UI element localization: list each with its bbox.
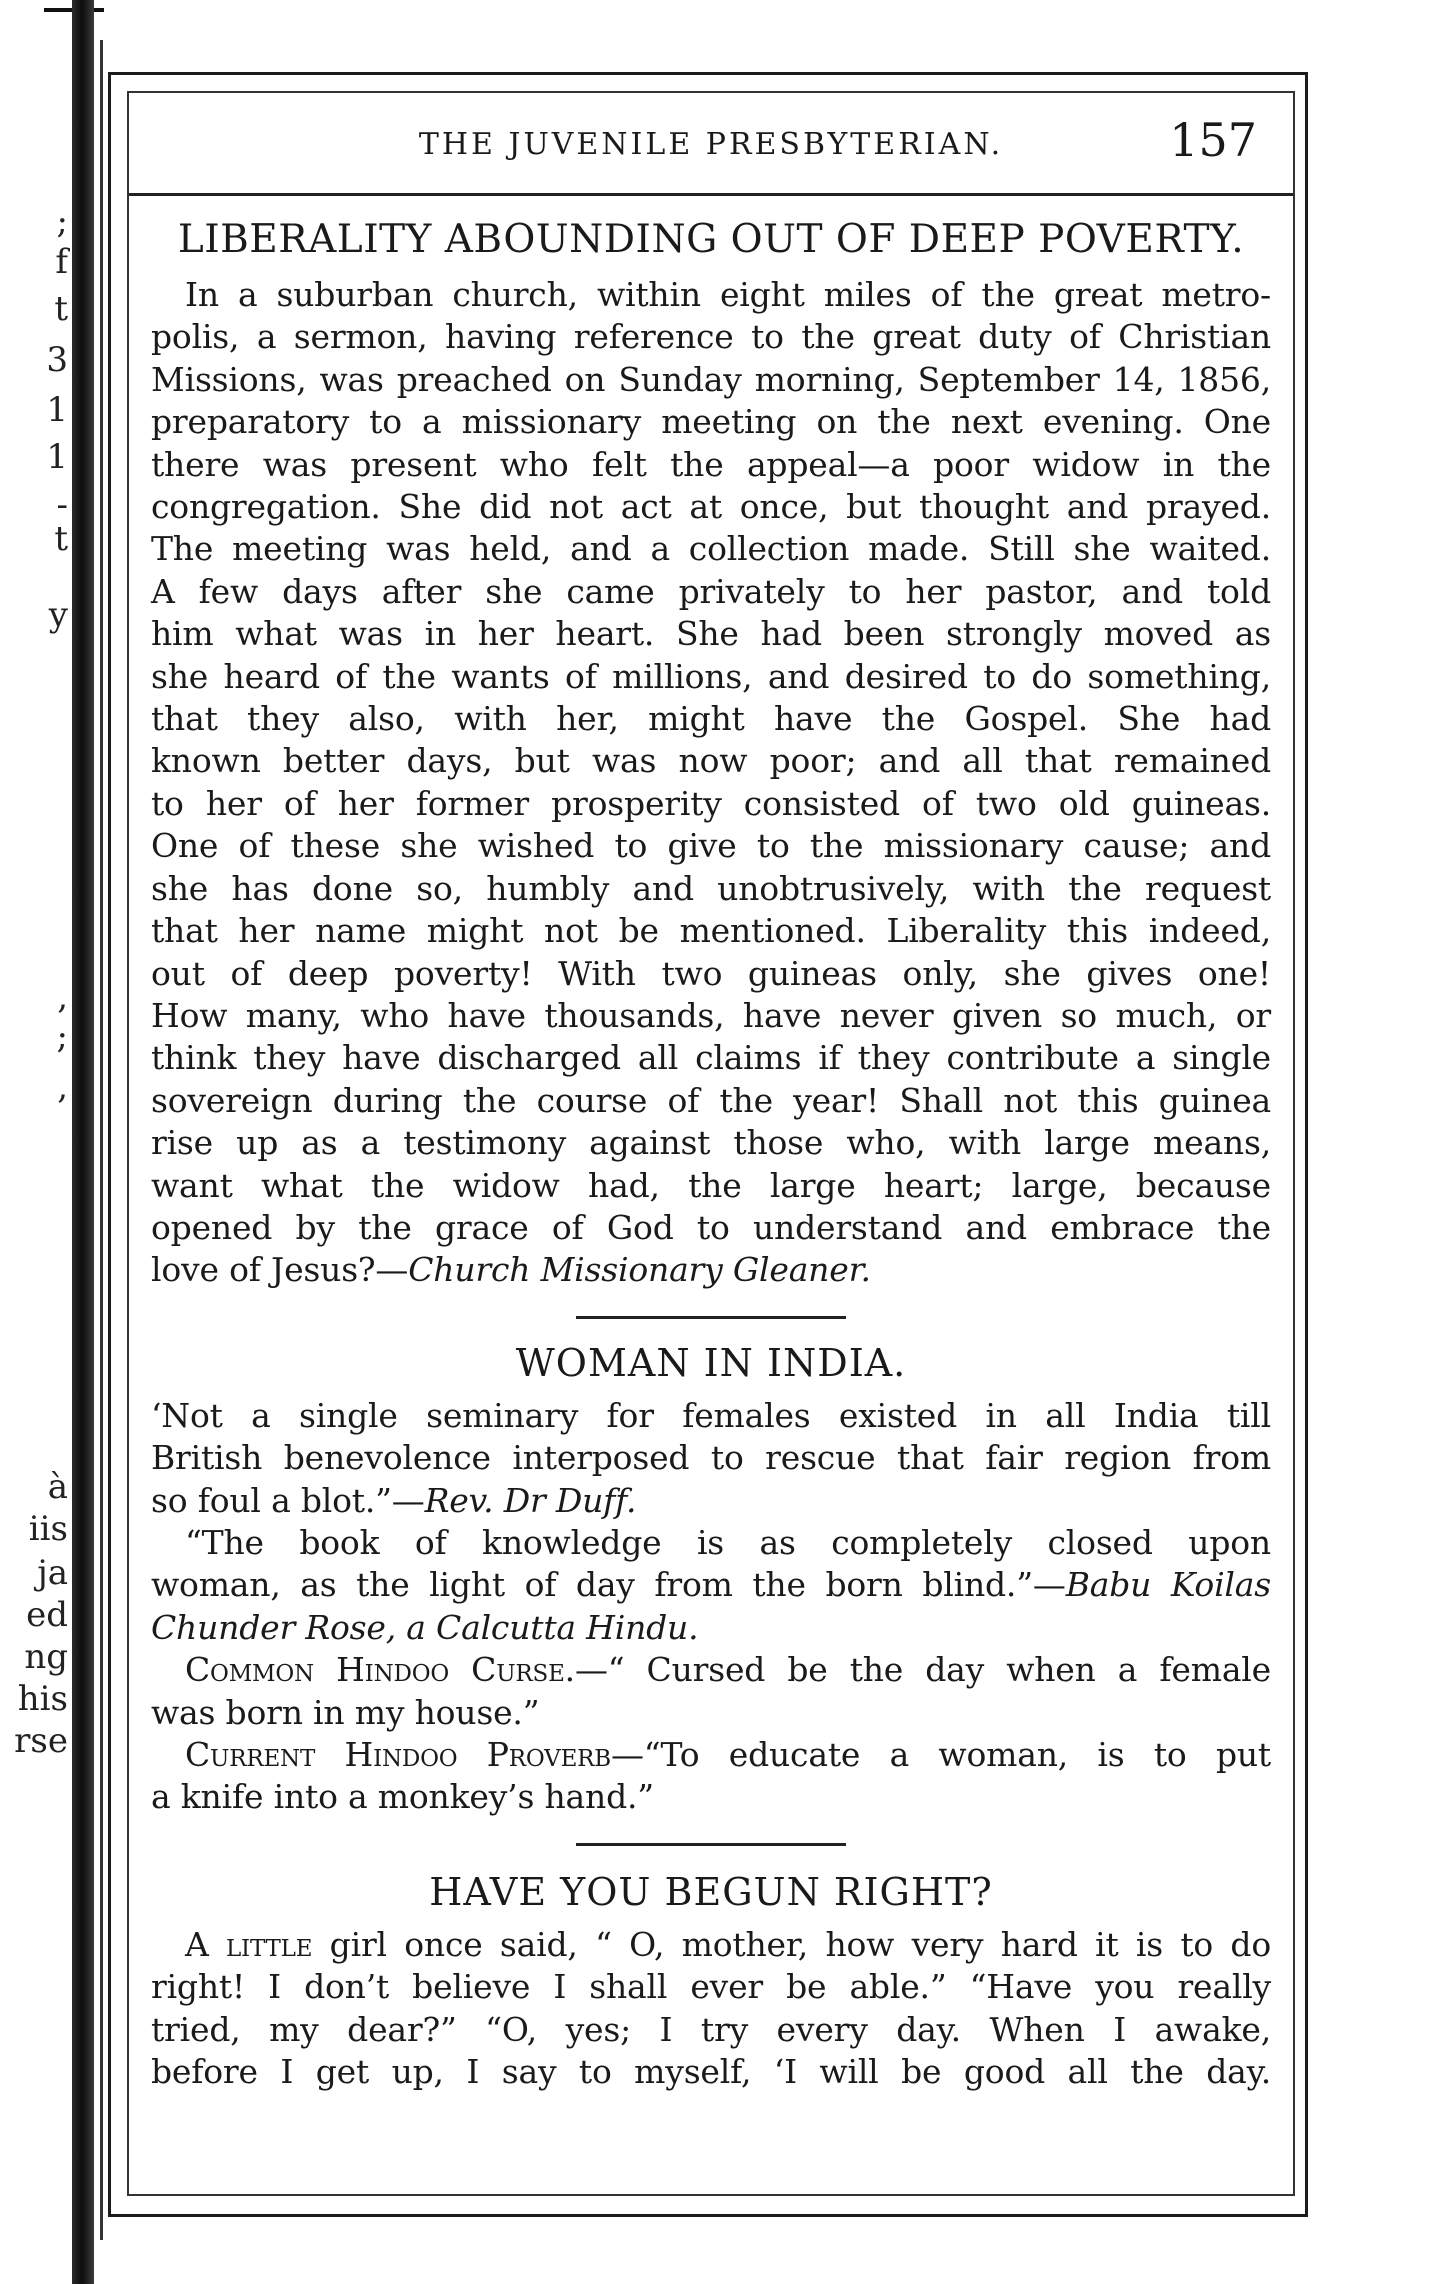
text-line: that they also, with her, might have the Gospel. She had (151, 699, 1271, 739)
margin-fragment: , (57, 1067, 68, 1107)
page-inner-frame (127, 91, 1295, 2196)
margin-fragment: 1 (46, 437, 68, 477)
proverb-label: Current Hindoo Proverb (185, 1735, 611, 1774)
margin-fragment: ; (56, 202, 68, 242)
article-body (151, 274, 1271, 1292)
quote-attribution: Babu Koilas (1065, 1565, 1271, 1605)
article-liberality (151, 217, 1271, 1292)
text-line: congregation. She did not act at once, but thought and prayed. (151, 487, 1271, 527)
text-line: preparatory to a missionary meeting on the next evening. One (151, 402, 1271, 442)
page-frame (108, 72, 1308, 2217)
margin-fragment: ng (24, 1637, 68, 1677)
margin-fragment: ja (37, 1553, 68, 1593)
page-header (129, 93, 1293, 196)
margin-fragment: , (57, 977, 68, 1017)
spine-edge (100, 40, 103, 2240)
text-line: that her name might not be mentioned. Liberality this indeed, (151, 911, 1271, 951)
text-line: a knife into a monkey’s hand.” (151, 1777, 654, 1817)
margin-fragment: - (56, 485, 68, 525)
text-line (151, 1607, 1271, 1649)
text-fragment: woman, as the light of day from the born blind.”— (151, 1565, 1066, 1605)
text-fragment: so foul a blot.”— (151, 1480, 425, 1520)
text-line: polis, a sermon, having reference to the great duty of Christian (151, 317, 1271, 357)
page-number: 157 (1169, 113, 1257, 167)
text-line: ‘Not a single seminary for females existed in all India till (151, 1395, 1271, 1435)
section-divider (576, 1843, 846, 1846)
text-line (151, 1249, 1271, 1291)
section-divider (576, 1316, 846, 1319)
text-line: “The book of knowledge is as completely closed upon (185, 1522, 1271, 1562)
article-title: LIBERALITY ABOUNDING OUT OF DEEP POVERTY. (177, 217, 1245, 262)
margin-fragment: 1 (46, 390, 68, 430)
text-line: want what the widow had, the large heart; large, because (151, 1165, 1271, 1205)
margin-fragment: his (17, 1679, 68, 1719)
margin-fragment: f (55, 242, 68, 282)
text-line: him what was in her heart. She had been strongly moved as (151, 614, 1271, 654)
article-woman-in-india (151, 1341, 1271, 1819)
text-line: Missions, was preached on Sunday morning, September 14, 1856, (151, 359, 1271, 399)
text-fragment: —“ Cursed be the day when a female (574, 1650, 1271, 1690)
margin-fragment: y (48, 595, 68, 635)
article-title: HAVE YOU BEGUN RIGHT? (429, 1869, 993, 1914)
text-line: A few days after she came privately to her pastor, and told (151, 571, 1271, 611)
text-line: British benevolence interposed to rescue that fair region from (151, 1438, 1271, 1478)
text-line: tried, my dear?” “O, yes; I try every day. When I awake, (151, 2009, 1271, 2049)
curse-label: Common Hindoo Curse. (185, 1650, 575, 1690)
text-line: right! I don’t believe I shall ever be able.” “Have you really (151, 1967, 1271, 2007)
quote-attribution: Rev. Dr Duff. (424, 1480, 637, 1520)
margin-fragment: rse (14, 1721, 68, 1761)
book-spine (72, 0, 94, 2284)
margin-fragment: t (54, 289, 68, 329)
opening-small-caps: A little (185, 1924, 313, 1964)
source-citation: Church Missionary Gleaner. (408, 1250, 871, 1290)
article-body (151, 1924, 1271, 2094)
margin-fragment: iis (28, 1509, 68, 1549)
text-line: known better days, but was now poor; and all that remained (151, 741, 1271, 781)
text-line: was born in my house.” (151, 1692, 540, 1732)
text-line: sovereign during the course of the year! Shall not this guinea (151, 1080, 1271, 1120)
quote-attribution: Chunder Rose, a Calcutta Hindu. (151, 1607, 699, 1647)
text-line: In a suburban church, within eight miles of the great metro- (185, 275, 1271, 314)
page-content (151, 199, 1271, 2093)
text-fragment: girl once said, “ O, mother, how very hard it is to do (312, 1924, 1271, 1964)
text-line: The meeting was held, and a collection made. Still she waited. (151, 529, 1271, 569)
text-line (151, 1649, 1271, 1691)
running-title: THE JUVENILE PRESBYTERIAN. (418, 127, 1004, 162)
text-line (151, 1734, 1271, 1776)
text-line: she heard of the wants of millions, and desired to do something, (151, 656, 1271, 696)
text-line (151, 1480, 1271, 1522)
text-line: How many, who have thousands, have never given so much, or (151, 995, 1271, 1035)
text-line: One of these she wished to give to the missionary cause; and (151, 826, 1271, 866)
text-line: she has done so, humbly and unobtrusively, with the request (151, 868, 1271, 908)
margin-fragment: 3 (46, 340, 68, 380)
article-have-you-begun-right (151, 1870, 1271, 2094)
margin-fragment: ; (56, 1017, 68, 1057)
text-line (151, 1564, 1271, 1606)
text-line: before I get up, I say to myself, ‘I will be good all the day. (151, 2052, 1271, 2092)
text-line (151, 1924, 1271, 1966)
margin-fragment: ed (26, 1595, 68, 1635)
text-line: out of deep poverty! With two guineas only, she gives one! (151, 953, 1271, 993)
text-line: to her of her former prosperity consisted of two old guineas. (151, 783, 1271, 823)
text-fragment: —“To educate a woman, is to put (611, 1735, 1271, 1774)
text-line: think they have discharged all claims if they contribute a single (151, 1038, 1271, 1078)
text-line: opened by the grace of God to understand and embrace the (151, 1207, 1271, 1247)
text-line: rise up as a testimony against those who, with large means, (151, 1123, 1271, 1163)
facing-page-fragments (2, 0, 68, 2284)
margin-fragment: t (54, 519, 68, 559)
text-fragment: love of Jesus?— (151, 1250, 409, 1290)
article-body (151, 1395, 1271, 1819)
margin-fragment: à (47, 1467, 68, 1507)
article-title: WOMAN IN INDIA. (515, 1340, 907, 1385)
text-line: there was present who felt the appeal—a poor widow in the (151, 444, 1271, 484)
